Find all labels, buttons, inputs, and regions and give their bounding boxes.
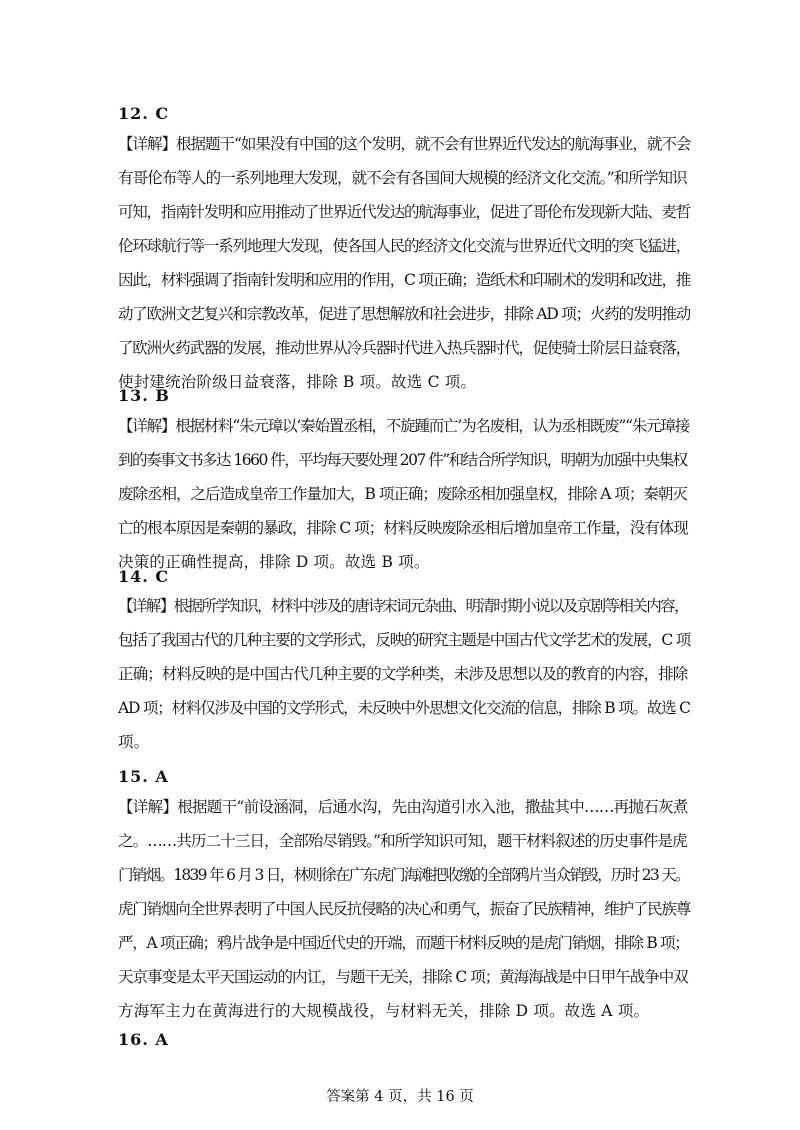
text-line: 【详解】根据材料“朱元璋以‘秦始置丞相，不旋踵而亡’为名废相，认为丞相既废”“朱元璋接 — [118, 417, 690, 435]
text-line: 天京事变是太平天国运动的内讧，与题干无关，排除 C 项；黄海海战是中日甲午战争中双 — [118, 968, 688, 986]
text-line: 亡的根本原因是秦朝的暴政，排除 C 项；材料反映废除丞相后增加皇帝工作量，没有体现 — [118, 519, 688, 537]
explanation — [118, 409, 690, 579]
text-line: 决策的正确性提高，排除 D 项。故选 B 项。 — [118, 553, 430, 571]
text-line: 到的奏事文书多达 1660 件，平均每天要处理 207 件”和结合所学知识，明朝为加强中央集权 — [118, 451, 687, 469]
explanation — [118, 127, 690, 399]
question-number: 15. A — [118, 767, 169, 786]
text-line: 使封建统治阶级日益衰落，排除 B 项。故选 C 项。 — [118, 373, 477, 391]
text-line: 严，A 项正确；鸦片战争是中国近代史的开端，而题干材料反映的是虎门销烟，排除 B 项； — [118, 934, 689, 952]
text-line: 了欧洲火药武器的发展，推动世界从冷兵器时代进入热兵器时代，促使骑士阶层日益衰落， — [118, 339, 691, 357]
text-line: 伦环球航行等一系列地理大发现，使各国人民的经济文化交流与世界近代文明的突飞猛进， — [118, 237, 691, 255]
text-line: 之。……共历二十三日，全部殆尽销毁。”和所学知识可知，题干材料叙述的历史事件是虎 — [118, 832, 687, 850]
page-footer: 答案第 4 页，共 16 页 — [326, 1089, 474, 1105]
text-line: 包括了我国古代的几种主要的文学形式，反映的研究主题是中国古代文学艺术的发展，C 项 — [118, 631, 691, 649]
text-line: 【详解】根据题干“前设涵洞，后通水沟，先由沟道引水入池，撒盐其中……再抛石灰煮 — [118, 798, 688, 816]
text-line: 有哥伦布等人的一系列地理大发现，就不会有各国间大规模的经济文化交流。”和所学知识 — [118, 169, 687, 187]
text-line: 门销烟。1839 年 6 月 3 日，林则徐在广东虎门海滩把收缴的全部鸦片当众销毁，历时 23 天。 — [118, 866, 689, 884]
question-number: 12. C — [118, 104, 170, 123]
explanation — [118, 589, 690, 759]
text-line: 因此，材料强调了指南针发明和应用的作用，C 项正确；造纸术和印刷术的发明和改进，推 — [118, 271, 691, 289]
text-line: 项。 — [118, 733, 150, 751]
question-number: 13. B — [118, 386, 170, 405]
text-line: 正确；材料反映的是中国古代几种主要的文学种类，未涉及思想以及的教育的内容，排除 — [118, 665, 688, 683]
question-number: 16. A — [118, 1030, 169, 1049]
text-line: 【详解】根据所学知识，材料中涉及的唐诗宋词元杂曲、明清时期小说以及京剧等相关内容， — [118, 597, 688, 615]
question-number: 14. C — [118, 567, 170, 586]
text-line: 【详解】根据题干“如果没有中国的这个发明，就不会有世界近代发达的航海事业，就不会 — [118, 135, 691, 153]
text-line: 可知，指南针发明和应用推动了世界近代发达的航海事业，促进了哥伦布发现新大陆、麦哲 — [118, 203, 691, 221]
explanation — [118, 790, 690, 1028]
text-line: 动了欧洲文艺复兴和宗教改革，促进了思想解放和社会进步，排除 AD 项；火药的发明推动 — [118, 305, 691, 323]
text-line: 虎门销烟向全世界表明了中国人民反抗侵略的决心和勇气，振奋了民族精神，维护了民族尊 — [118, 900, 691, 918]
text-line: 方海军主力在黄海进行的大规模战役，与材料无关，排除 D 项。故选 A 项。 — [118, 1002, 650, 1020]
text-line: 废除丞相，之后造成皇帝工作量加大，B 项正确；废除丞相加强皇权，排除 A 项；秦朝灭 — [118, 485, 687, 503]
text-line: AD 项；材料仅涉及中国的文学形式，未反映中外思想文化交流的信息，排除 B 项。故选 C — [118, 699, 690, 717]
